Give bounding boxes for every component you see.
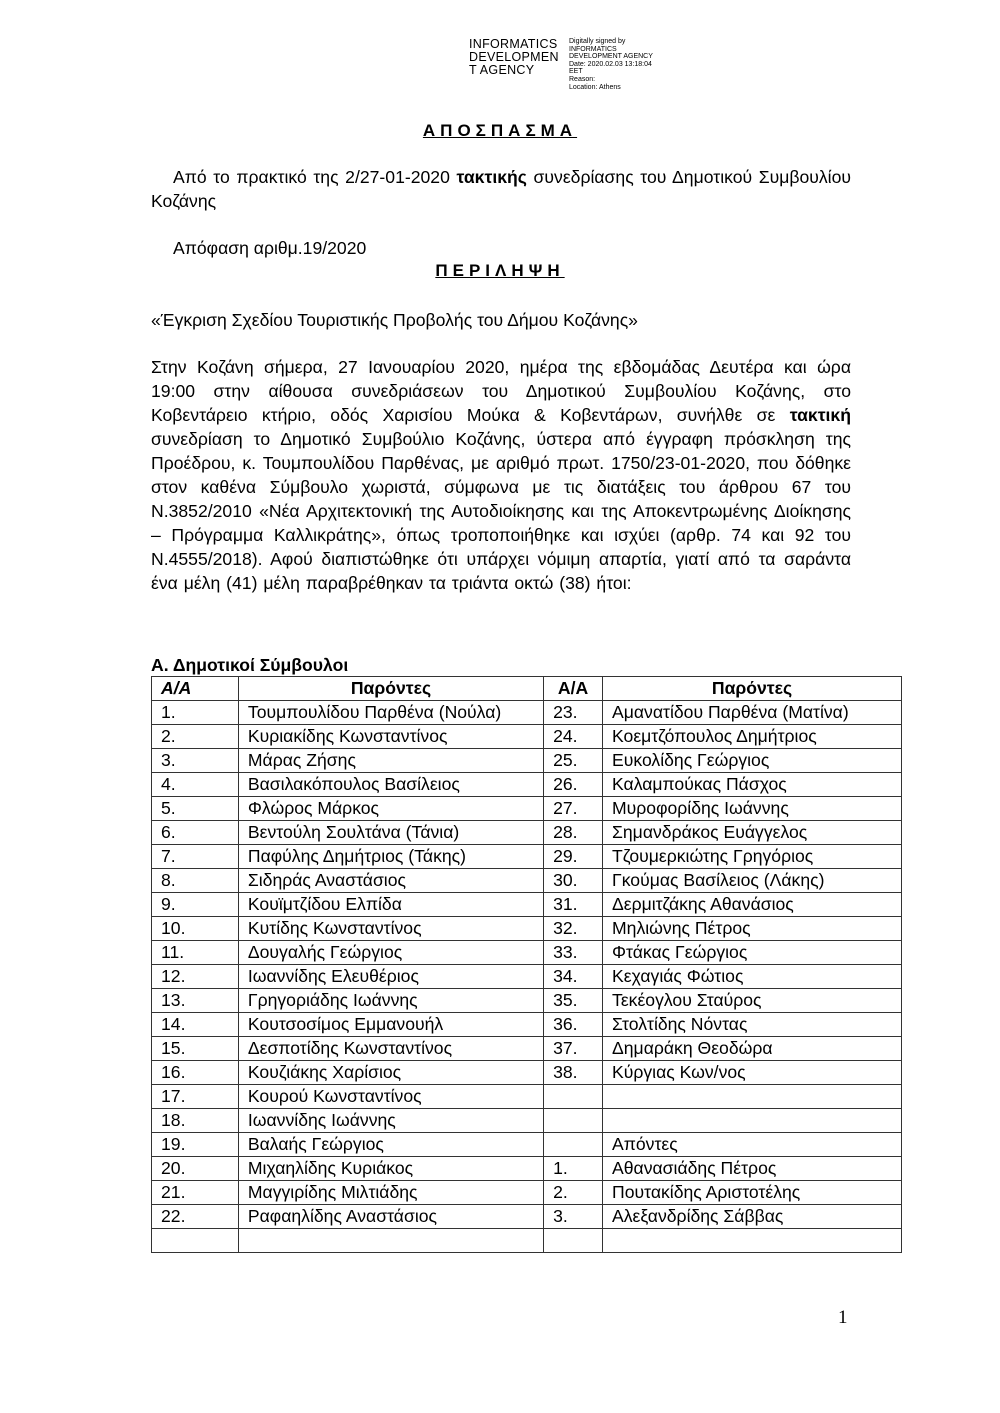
member-name-cell: Κύργιας Κων/νος	[603, 1061, 902, 1085]
row-number-cell: 28.	[544, 821, 603, 845]
body-text-end: συνεδρίαση το Δημοτικό Συμβούλιο Κοζάνης, ύστερα από έγγραφη πρόσκληση της Προέδρου, κ. Τουμπουλίδου Παρθένας, με αριθμό πρωτ. 1750/23-01-2020, που δόθηκε στον καθένα Σύμβουλο χωριστά, σύμφωνα με τις διατάξεις του άρθρου 67 του Ν.3852/2010 «Νέα Αρχιτεκτονική της Αυτοδιοίκησης και της Αποκεντρωμένης Διοίκησης – Πρόγραμμα Καλλικράτης», όπως τροποποιήθηκε και ισχύει (αρθρ. 74 και 92 του Ν.4555/2018). Αφού διαπιστώθηκε ότι υπάρχει νόμιμη απαρτία, γιατί από τα σαράντα ένα μέλη (41) μέλη παραβρέθηκαν τα τριάντα οκτώ (38) ήτοι:	[151, 429, 851, 593]
section-heading: Α. Δημοτικοί Σύμβουλοι	[151, 655, 349, 675]
row-number-cell	[152, 1229, 239, 1253]
summary-title: ΠΕΡΙΛΗΨΗ	[435, 261, 565, 280]
document-title: ΑΠΟΣΠΑΣΜΑ	[422, 121, 578, 140]
member-name-cell	[603, 1229, 902, 1253]
member-name-cell: Μηλιώνης Πέτρος	[603, 917, 902, 941]
member-name-cell: Φλώρος Μάρκος	[238, 797, 543, 821]
row-number-cell	[544, 1109, 603, 1133]
row-number-cell: 21.	[152, 1181, 239, 1205]
table-row	[152, 1109, 902, 1133]
table-row	[152, 1013, 902, 1037]
row-number-cell: 23.	[544, 701, 603, 725]
row-number-cell: 2.	[544, 1181, 603, 1205]
signature-organization	[469, 38, 563, 91]
row-number-cell: 32.	[544, 917, 603, 941]
member-name-cell: Κουζιάκης Χαρίσιος	[238, 1061, 543, 1085]
table-row	[152, 845, 902, 869]
column-header-present: Παρόντες	[603, 677, 902, 701]
member-name-cell: Γκούμας Βασίλειος (Λάκης)	[603, 869, 902, 893]
row-number-cell: 8.	[152, 869, 239, 893]
member-name-cell: Αθανασιάδης Πέτρος	[603, 1157, 902, 1181]
member-name-cell: Μάρας Ζήσης	[238, 749, 543, 773]
intro-text-end: συνεδρίασης του Δημοτικού Συμβουλίου Κοζάνης	[151, 167, 851, 211]
member-name-cell: Τζουμερκιώτης Γρηγόριος	[603, 845, 902, 869]
member-name-cell: Κυτίδης Κωνσταντίνος	[238, 917, 543, 941]
member-name-cell	[238, 1229, 543, 1253]
row-number-cell: 27.	[544, 797, 603, 821]
row-number-cell: 31.	[544, 893, 603, 917]
subject-line: «Έγκριση Σχεδίου Τουριστικής Προβολής του Δήμου Κοζάνης»	[151, 310, 638, 330]
member-name-cell: Βαλαής Γεώργιος	[238, 1133, 543, 1157]
member-name-cell: Γρηγοριάδης Ιωάννης	[238, 989, 543, 1013]
row-number-cell: 17.	[152, 1085, 239, 1109]
member-name-cell: Τεκέογλου Σταύρος	[603, 989, 902, 1013]
member-name-cell: Πουτακίδης Αριστοτέλης	[603, 1181, 902, 1205]
table-row	[152, 773, 902, 797]
table-row	[152, 1181, 902, 1205]
member-name-cell: Κουρού Κωνσταντίνος	[238, 1085, 543, 1109]
row-number-cell: 5.	[152, 797, 239, 821]
signature-org-line: INFORMATICS	[469, 37, 558, 51]
table-row	[152, 1229, 902, 1253]
member-name-cell: Σιδηράς Αναστάσιος	[238, 869, 543, 893]
table-row	[152, 1133, 902, 1157]
member-name-cell: Ραφαηλίδης Αναστάσιος	[238, 1205, 543, 1229]
row-number-cell: 12.	[152, 965, 239, 989]
row-number-cell: 37.	[544, 1037, 603, 1061]
member-name-cell: Ιωαννίδης Ελευθέριος	[238, 965, 543, 989]
table-row	[152, 893, 902, 917]
row-number-cell: 15.	[152, 1037, 239, 1061]
row-number-cell	[544, 1085, 603, 1109]
member-name-cell: Δημαράκη Θεοδώρα	[603, 1037, 902, 1061]
digital-signature	[469, 38, 653, 91]
row-number-cell: 18.	[152, 1109, 239, 1133]
member-name-cell: Μυροφορίδης Ιωάννης	[603, 797, 902, 821]
member-name-cell: Δουγαλής Γεώργιος	[238, 941, 543, 965]
member-name-cell: Μιχαηλίδης Κυριάκος	[238, 1157, 543, 1181]
table-row	[152, 797, 902, 821]
member-name-cell	[603, 1085, 902, 1109]
row-number-cell: 3.	[152, 749, 239, 773]
row-number-cell: 35.	[544, 989, 603, 1013]
absent-header-cell: Απόντες	[603, 1133, 902, 1157]
row-number-cell: 38.	[544, 1061, 603, 1085]
table-header-row	[152, 677, 902, 701]
signature-org-line: T AGENCY	[469, 63, 535, 77]
table-row	[152, 725, 902, 749]
member-name-cell: Κοεμτζόπουλος Δημήτριος	[603, 725, 902, 749]
row-number-cell: 14.	[152, 1013, 239, 1037]
member-name-cell: Καλαμπούκας Πάσχος	[603, 773, 902, 797]
table-row	[152, 869, 902, 893]
row-number-cell: 2.	[152, 725, 239, 749]
member-name-cell: Αλεξανδρίδης Σάββας	[603, 1205, 902, 1229]
table-row	[152, 1037, 902, 1061]
row-number-cell: 6.	[152, 821, 239, 845]
signature-detail-line: Location: Athens	[569, 83, 621, 91]
member-name-cell: Κεχαγιάς Φώτιος	[603, 965, 902, 989]
intro-bold-text: τακτικής	[456, 167, 527, 187]
signature-detail-line: EET	[569, 68, 583, 76]
row-number-cell: 29.	[544, 845, 603, 869]
row-number-cell: 25.	[544, 749, 603, 773]
row-number-cell: 1.	[152, 701, 239, 725]
table-row	[152, 1157, 902, 1181]
row-number-cell: 1.	[544, 1157, 603, 1181]
row-number-cell: 33.	[544, 941, 603, 965]
row-number-cell: 11.	[152, 941, 239, 965]
signature-detail-line: DEVELOPMENT AGENCY	[569, 53, 653, 61]
page-number: 1	[838, 1307, 848, 1328]
table-row	[152, 917, 902, 941]
member-name-cell: Φτάκας Γεώργιος	[603, 941, 902, 965]
member-name-cell: Κυριακίδης Κωνσταντίνος	[238, 725, 543, 749]
member-name-cell: Αμανατίδου Παρθένα (Ματίνα)	[603, 701, 902, 725]
row-number-cell: 9.	[152, 893, 239, 917]
row-number-cell: 7.	[152, 845, 239, 869]
row-number-cell: 24.	[544, 725, 603, 749]
member-name-cell: Ιωαννίδης Ιωάννης	[238, 1109, 543, 1133]
table-row	[152, 1205, 902, 1229]
member-name-cell: Κουτσοσίμος Εμμανουήλ	[238, 1013, 543, 1037]
row-number-cell: 30.	[544, 869, 603, 893]
row-number-cell	[544, 1229, 603, 1253]
row-number-cell: 10.	[152, 917, 239, 941]
signature-detail-line: Date: 2020.02.03 13:18:04	[569, 60, 652, 68]
member-name-cell: Βασιλακόπουλος Βασίλειος	[238, 773, 543, 797]
row-number-cell: 19.	[152, 1133, 239, 1157]
row-number-cell: 13.	[152, 989, 239, 1013]
member-name-cell: Δεσποτίδης Κωνσταντίνος	[238, 1037, 543, 1061]
row-number-cell: 36.	[544, 1013, 603, 1037]
table-row	[152, 989, 902, 1013]
body-text: Στην Κοζάνη σήμερα, 27 Ιανουαρίου 2020, ημέρα της εβδομάδας Δευτέρα και ώρα 19:00 στην αίθουσα συνεδριάσεων του Δημοτικού Συμβουλίου Κοζάνης, στο Κοβεντάρειο κτήριο, οδός Χαρισίου Μούκα & Κοβεντάρων, συνήλθε σε	[151, 357, 851, 425]
table-row	[152, 965, 902, 989]
row-number-cell: 4.	[152, 773, 239, 797]
member-name-cell: Βεντούλη Σουλτάνα (Τάνια)	[238, 821, 543, 845]
signature-detail-line: Reason:	[569, 75, 596, 83]
signature-org-line: DEVELOPMEN	[469, 50, 559, 64]
row-number-cell: 16.	[152, 1061, 239, 1085]
table-row	[152, 701, 902, 725]
row-number-cell: 22.	[152, 1205, 239, 1229]
member-name-cell: Δερμιτζάκης Αθανάσιος	[603, 893, 902, 917]
body-paragraph	[151, 355, 851, 595]
member-name-cell: Τουμπουλίδου Παρθένα (Νούλα)	[238, 701, 543, 725]
signature-detail-line: INFORMATICS	[569, 45, 617, 53]
signature-detail-line: Digitally signed by	[569, 38, 626, 45]
table-row	[152, 941, 902, 965]
member-name-cell: Στολτίδης Νόντας	[603, 1013, 902, 1037]
row-number-cell: 34.	[544, 965, 603, 989]
table-body	[152, 701, 902, 1253]
row-number-cell: 3.	[544, 1205, 603, 1229]
table-row	[152, 1085, 902, 1109]
intro-paragraph	[151, 165, 851, 213]
column-header-present: Παρόντες	[238, 677, 543, 701]
column-header-number: Α/Α	[152, 677, 239, 701]
member-name-cell: Παφύλης Δημήτριος (Τάκης)	[238, 845, 543, 869]
table-row	[152, 749, 902, 773]
table-row	[152, 1061, 902, 1085]
signature-details	[569, 38, 653, 91]
row-number-cell: 20.	[152, 1157, 239, 1181]
row-number-cell: 26.	[544, 773, 603, 797]
member-name-cell: Ευκολίδης Γεώργιος	[603, 749, 902, 773]
council-members-table	[151, 676, 902, 1253]
member-name-cell: Μαγγιρίδης Μιλτιάδης	[238, 1181, 543, 1205]
decision-number: Απόφαση αριθμ.19/2020	[173, 238, 367, 258]
member-name-cell: Σημανδράκος Ευάγγελος	[603, 821, 902, 845]
member-name-cell: Κουϊμτζίδου Ελπίδα	[238, 893, 543, 917]
column-header-number: Α/Α	[544, 677, 603, 701]
intro-text: Από το πρακτικό της 2/27-01-2020	[173, 167, 457, 187]
member-name-cell	[603, 1109, 902, 1133]
row-number-cell	[544, 1133, 603, 1157]
table-row	[152, 821, 902, 845]
body-bold-text: τακτική	[789, 405, 851, 425]
